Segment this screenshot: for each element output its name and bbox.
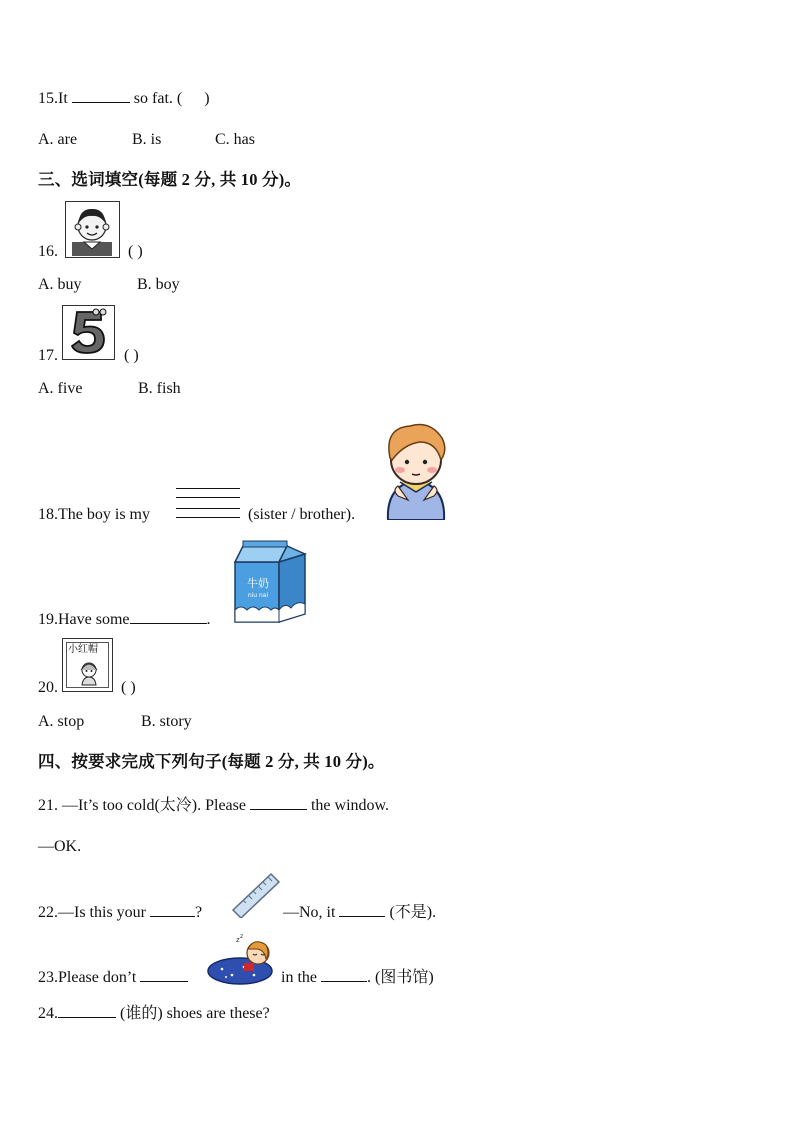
boy-face-icon [65,201,120,258]
q18-post: (sister / brother). [248,506,356,523]
q23-line-2 [281,967,434,988]
q17-options [38,379,181,399]
option-b[interactable]: B. fish [138,380,181,397]
q19-pre: Have some [58,611,130,628]
section-heading: 四、按要求完成下列句子(每题 2 分, 共 10 分)。 [38,752,385,771]
q21-reply: —OK. [38,838,82,855]
q15-close-paren: ) [204,90,210,107]
svg-text:z: z [240,933,244,940]
boy-cartoon-icon [380,420,452,520]
question-number: 15. [38,90,58,107]
milk-carton-icon [229,540,307,623]
q21-pre: It’s too cold(太冷). Please [78,797,246,814]
q17-paren[interactable]: ( ) [124,347,139,364]
option-c[interactable]: C. has [215,131,255,148]
sleeping-icon [206,933,276,985]
option-a[interactable]: A. five [38,380,83,397]
carton-label: 牛奶 [247,577,269,590]
question-number: 20. [38,679,58,696]
answer-blank[interactable] [130,609,207,624]
q23-pre: Please don’t [58,969,137,986]
option-b[interactable]: B. is [132,131,162,148]
answer-blank[interactable] [150,902,195,917]
q15-pre: It [58,90,68,107]
q21-line [38,795,389,816]
q22-line-2 [283,902,436,923]
question-number: 16. [38,243,58,260]
q15-line [38,88,210,109]
q24-post: (谁的) shoes are these? [120,1005,270,1022]
q20-paren[interactable]: ( ) [121,679,136,696]
q23-post: . (图书馆) [367,969,434,986]
option-a[interactable]: A. are [38,131,78,148]
answer-blank[interactable] [250,795,307,810]
q23-mid: in the [281,969,317,986]
question-number: 23. [38,969,58,986]
q15-options [38,130,255,150]
option-a[interactable]: A. buy [38,276,82,293]
q22-post1: —No, it [283,904,336,921]
book-title: 小红帽 [68,644,98,655]
q20-options [38,712,192,732]
q16-line [38,242,58,262]
q24-line [38,1003,270,1024]
q21-dash: — [62,797,78,814]
question-number: 21. [38,797,58,814]
answer-blank[interactable] [321,967,367,982]
answer-blank[interactable] [140,967,188,982]
q17-line [38,346,58,366]
q19-post: . [206,611,211,628]
answer-lines-blank[interactable] [176,488,241,520]
question-number: 17. [38,347,58,364]
section-heading: 三、选词填空(每题 2 分, 共 10 分)。 [38,170,302,189]
answer-blank[interactable] [339,902,385,917]
question-number: 22. [38,904,58,921]
q18-pre: The boy is my [58,506,150,523]
q22-post2: (不是). [389,904,437,921]
storybook-icon [62,638,113,692]
q16-paren[interactable]: ( ) [128,243,143,260]
carton-pinyin: niu nai [247,592,269,599]
q22-pre: —Is this your [58,904,146,921]
svg-text:z: z [236,936,240,944]
answer-blank[interactable] [58,1003,116,1018]
ruler-icon [231,872,281,918]
q19-line [38,609,211,630]
option-b[interactable]: B. boy [137,276,180,293]
q15-post: so fat. ( [133,90,183,107]
q22-line [38,902,202,923]
question-number: 19. [38,611,58,628]
answer-blank[interactable] [72,88,130,103]
q20-line [38,678,58,698]
option-a[interactable]: A. stop [38,713,85,730]
option-b[interactable]: B. story [141,713,192,730]
q23-line [38,967,188,988]
q22-mid: ? [195,904,203,921]
question-number: 24. [38,1005,58,1022]
q18-line [38,505,150,525]
q21-post: the window. [310,797,390,814]
number-five-icon [62,305,115,360]
q16-options [38,275,180,295]
question-number: 18. [38,506,58,523]
